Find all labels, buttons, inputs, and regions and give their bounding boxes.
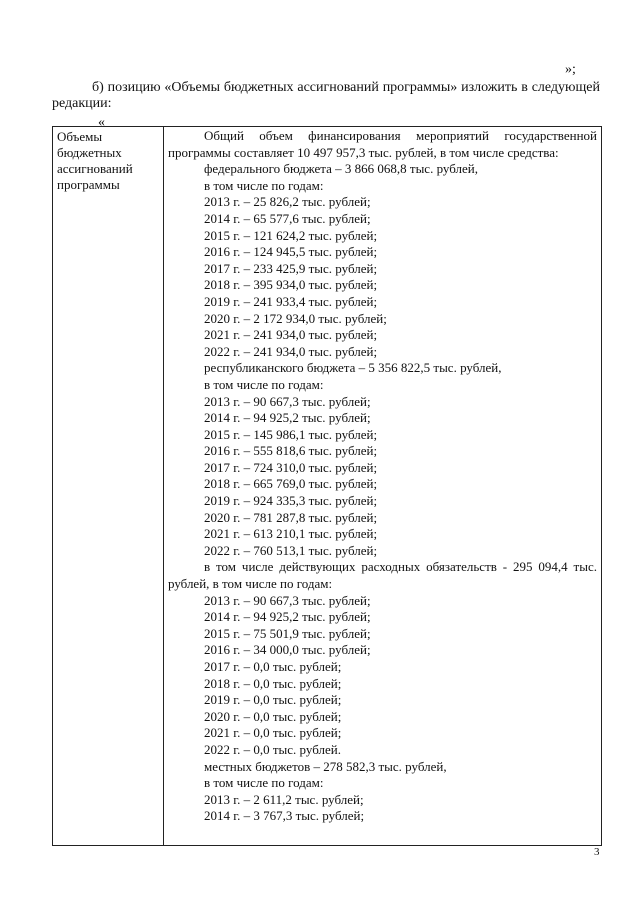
- value-lines: [164, 127, 601, 825]
- budget-line: 2018 г. – 0,0 тыс. рублей;: [204, 675, 342, 691]
- opening-quote: «: [98, 115, 105, 130]
- budget-line: 2022 г. – 241 934,0 тыс. рублей;: [204, 343, 378, 359]
- budget-line: 2014 г. – 3 767,3 тыс. рублей;: [204, 808, 365, 824]
- value-cell: [164, 127, 602, 846]
- budget-line: 2016 г. – 34 000,0 тыс. рублей;: [204, 642, 371, 658]
- budget-line: 2014 г. – 65 577,6 тыс. рублей;: [204, 210, 371, 226]
- budget-line: в том числе по годам:: [204, 376, 324, 392]
- budget-line: 2015 г. – 75 501,9 тыс. рублей;: [204, 625, 371, 641]
- budget-line: 2021 г. – 613 210,1 тыс. рублей;: [204, 526, 378, 542]
- budget-allocation-table: [52, 126, 602, 846]
- budget-line: 2013 г. – 25 826,2 тыс. рублей;: [204, 194, 371, 210]
- budget-line: 2018 г. – 665 769,0 тыс. рублей;: [204, 476, 378, 492]
- budget-line: 2022 г. – 760 513,1 тыс. рублей;: [204, 542, 378, 558]
- budget-line: федерального бюджета – 3 866 068,8 тыс. рублей,: [204, 161, 478, 177]
- closing-quote: »;: [565, 62, 576, 77]
- budget-line: 2022 г. – 0,0 тыс. рублей.: [204, 741, 341, 757]
- budget-line: 2013 г. – 2 611,2 тыс. рублей;: [204, 791, 364, 807]
- intro-paragraph: б) позицию «Объемы бюджетных ассигнований программы» изложить в следующей редакции:: [52, 80, 600, 111]
- budget-line: в том числе действующих расходных обязательств - 295 094,4 тыс. рублей, в том числе по годам:: [168, 559, 597, 592]
- budget-line: 2013 г. – 90 667,3 тыс. рублей;: [204, 592, 371, 608]
- budget-line: местных бюджетов – 278 582,3 тыс. рублей,: [204, 758, 447, 774]
- budget-line: 2015 г. – 121 624,2 тыс. рублей;: [204, 227, 378, 243]
- budget-line: в том числе по годам:: [204, 177, 324, 193]
- budget-line: 2019 г. – 0,0 тыс. рублей;: [204, 692, 342, 708]
- budget-line: 2019 г. – 241 933,4 тыс. рублей;: [204, 293, 378, 309]
- budget-line: 2015 г. – 145 986,1 тыс. рублей;: [204, 426, 378, 442]
- budget-line: 2017 г. – 724 310,0 тыс. рублей;: [204, 459, 378, 475]
- budget-line: Общий объем финансирования мероприятий государственной программы составляет 10 497 957,3 тыс. рублей, в том числе средства:: [168, 128, 597, 160]
- budget-line: республиканского бюджета – 5 356 822,5 тыс. рублей,: [204, 360, 502, 376]
- label-cell: [53, 127, 164, 846]
- table-row: [53, 127, 602, 846]
- budget-line: 2019 г. – 924 335,3 тыс. рублей;: [204, 493, 378, 509]
- budget-line: 2017 г. – 0,0 тыс. рублей;: [204, 659, 342, 674]
- budget-line: 2018 г. – 395 934,0 тыс. рублей;: [204, 277, 378, 293]
- budget-line: в том числе по годам:: [204, 775, 324, 791]
- budget-line: 2020 г. – 781 287,8 тыс. рублей;: [204, 509, 378, 525]
- budget-line: 2020 г. – 0,0 тыс. рублей;: [204, 708, 342, 724]
- budget-line: 2017 г. – 233 425,9 тыс. рублей;: [204, 260, 378, 276]
- budget-line: 2020 г. – 2 172 934,0 тыс. рублей;: [204, 310, 387, 326]
- budget-line: 2021 г. – 0,0 тыс. рублей;: [204, 725, 342, 741]
- budget-line: 2014 г. – 94 925,2 тыс. рублей;: [204, 410, 371, 426]
- page-number: 3: [594, 846, 600, 858]
- row-label: Объемы бюджетных ассигнований программы: [57, 129, 133, 192]
- budget-line: 2014 г. – 94 925,2 тыс. рублей;: [204, 609, 371, 625]
- budget-line: 2013 г. – 90 667,3 тыс. рублей;: [204, 393, 371, 409]
- budget-line: 2016 г. – 124 945,5 тыс. рублей;: [204, 244, 378, 260]
- budget-line: 2016 г. – 555 818,6 тыс. рублей;: [204, 443, 378, 459]
- budget-line: 2021 г. – 241 934,0 тыс. рублей;: [204, 327, 378, 343]
